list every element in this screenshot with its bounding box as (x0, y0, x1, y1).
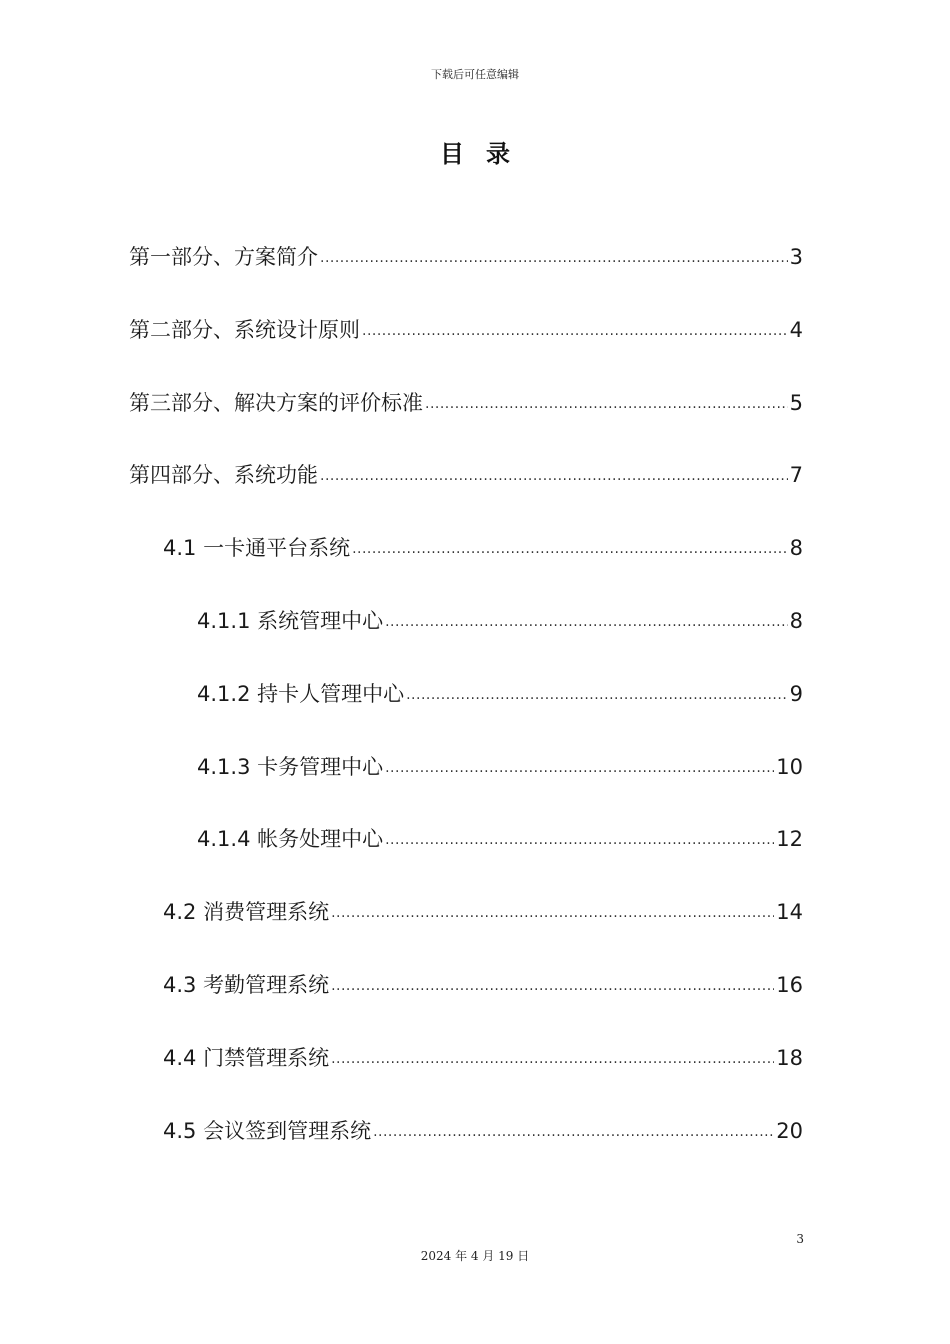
toc-entry-page: 9 (789, 682, 803, 706)
toc-entry-page: 3 (789, 245, 803, 269)
toc-entry-part4[interactable] (129, 458, 803, 492)
dot-leader (406, 683, 788, 707)
dot-leader (373, 1120, 774, 1144)
toc-entry-4-3[interactable] (163, 968, 803, 1002)
toc-entry-page: 8 (789, 536, 803, 560)
toc-entry-label: 4.1.3 卡务管理中心 (197, 755, 384, 779)
toc-entry-page: 8 (789, 609, 803, 633)
dot-leader (385, 610, 788, 634)
toc-entry-page: 14 (776, 900, 803, 924)
toc-entry-label: 4.1.1 系统管理中心 (197, 609, 384, 633)
toc-entry-label: 4.1.2 持卡人管理中心 (197, 682, 405, 706)
dot-leader (320, 246, 788, 270)
toc-entry-label: 第一部分、方案简介 (129, 245, 318, 269)
dot-leader (320, 464, 788, 488)
toc-entry-4-1-3[interactable] (197, 750, 803, 784)
toc-entry-page: 4 (789, 318, 803, 342)
dot-leader (425, 392, 788, 416)
page-number: 3 (796, 1232, 804, 1246)
toc-entry-label: 4.5 会议签到管理系统 (163, 1119, 372, 1143)
toc-entry-page: 10 (776, 755, 803, 779)
toc-entry-part2[interactable] (129, 313, 803, 347)
dot-leader (362, 319, 788, 343)
toc-entry-page: 16 (776, 973, 803, 997)
toc-entry-page: 5 (789, 391, 803, 415)
toc-entry-label: 4.3 考勤管理系统 (163, 973, 330, 997)
dot-leader (352, 537, 788, 561)
toc-entry-label: 4.1 一卡通平台系统 (163, 536, 351, 560)
toc-entry-label: 第二部分、系统设计原则 (129, 318, 360, 342)
dot-leader (331, 974, 774, 998)
toc-title: 目录 (440, 140, 532, 168)
footer-date: 2024 年 4 月 19 日 (420, 1249, 530, 1263)
toc-entry-label: 4.2 消费管理系统 (163, 900, 330, 924)
toc-entry-page: 18 (776, 1046, 803, 1070)
toc-entry-page: 12 (776, 827, 803, 851)
toc-entry-page: 20 (776, 1119, 803, 1143)
toc-entry-4-1-1[interactable] (197, 604, 803, 638)
toc-entry-4-1[interactable] (163, 531, 803, 565)
header-note: 下载后可任意编辑 (431, 68, 519, 81)
dot-leader (385, 756, 774, 780)
toc-entry-label: 第三部分、解决方案的评价标准 (129, 391, 423, 415)
toc-entry-4-4[interactable] (163, 1041, 803, 1075)
dot-leader (385, 828, 774, 852)
toc-entry-4-5[interactable] (163, 1114, 803, 1148)
toc-entry-label: 4.1.4 帐务处理中心 (197, 827, 384, 851)
toc-entry-page: 7 (789, 463, 803, 487)
toc-entry-4-1-4[interactable] (197, 822, 803, 856)
dot-leader (331, 1047, 774, 1071)
toc-entry-part1[interactable] (129, 240, 803, 274)
toc-entry-4-1-2[interactable] (197, 677, 803, 711)
toc-entry-part3[interactable] (129, 386, 803, 420)
toc-entry-label: 第四部分、系统功能 (129, 463, 318, 487)
toc-entry-label: 4.4 门禁管理系统 (163, 1046, 330, 1070)
dot-leader (331, 901, 774, 925)
toc-entry-4-2[interactable] (163, 895, 803, 929)
